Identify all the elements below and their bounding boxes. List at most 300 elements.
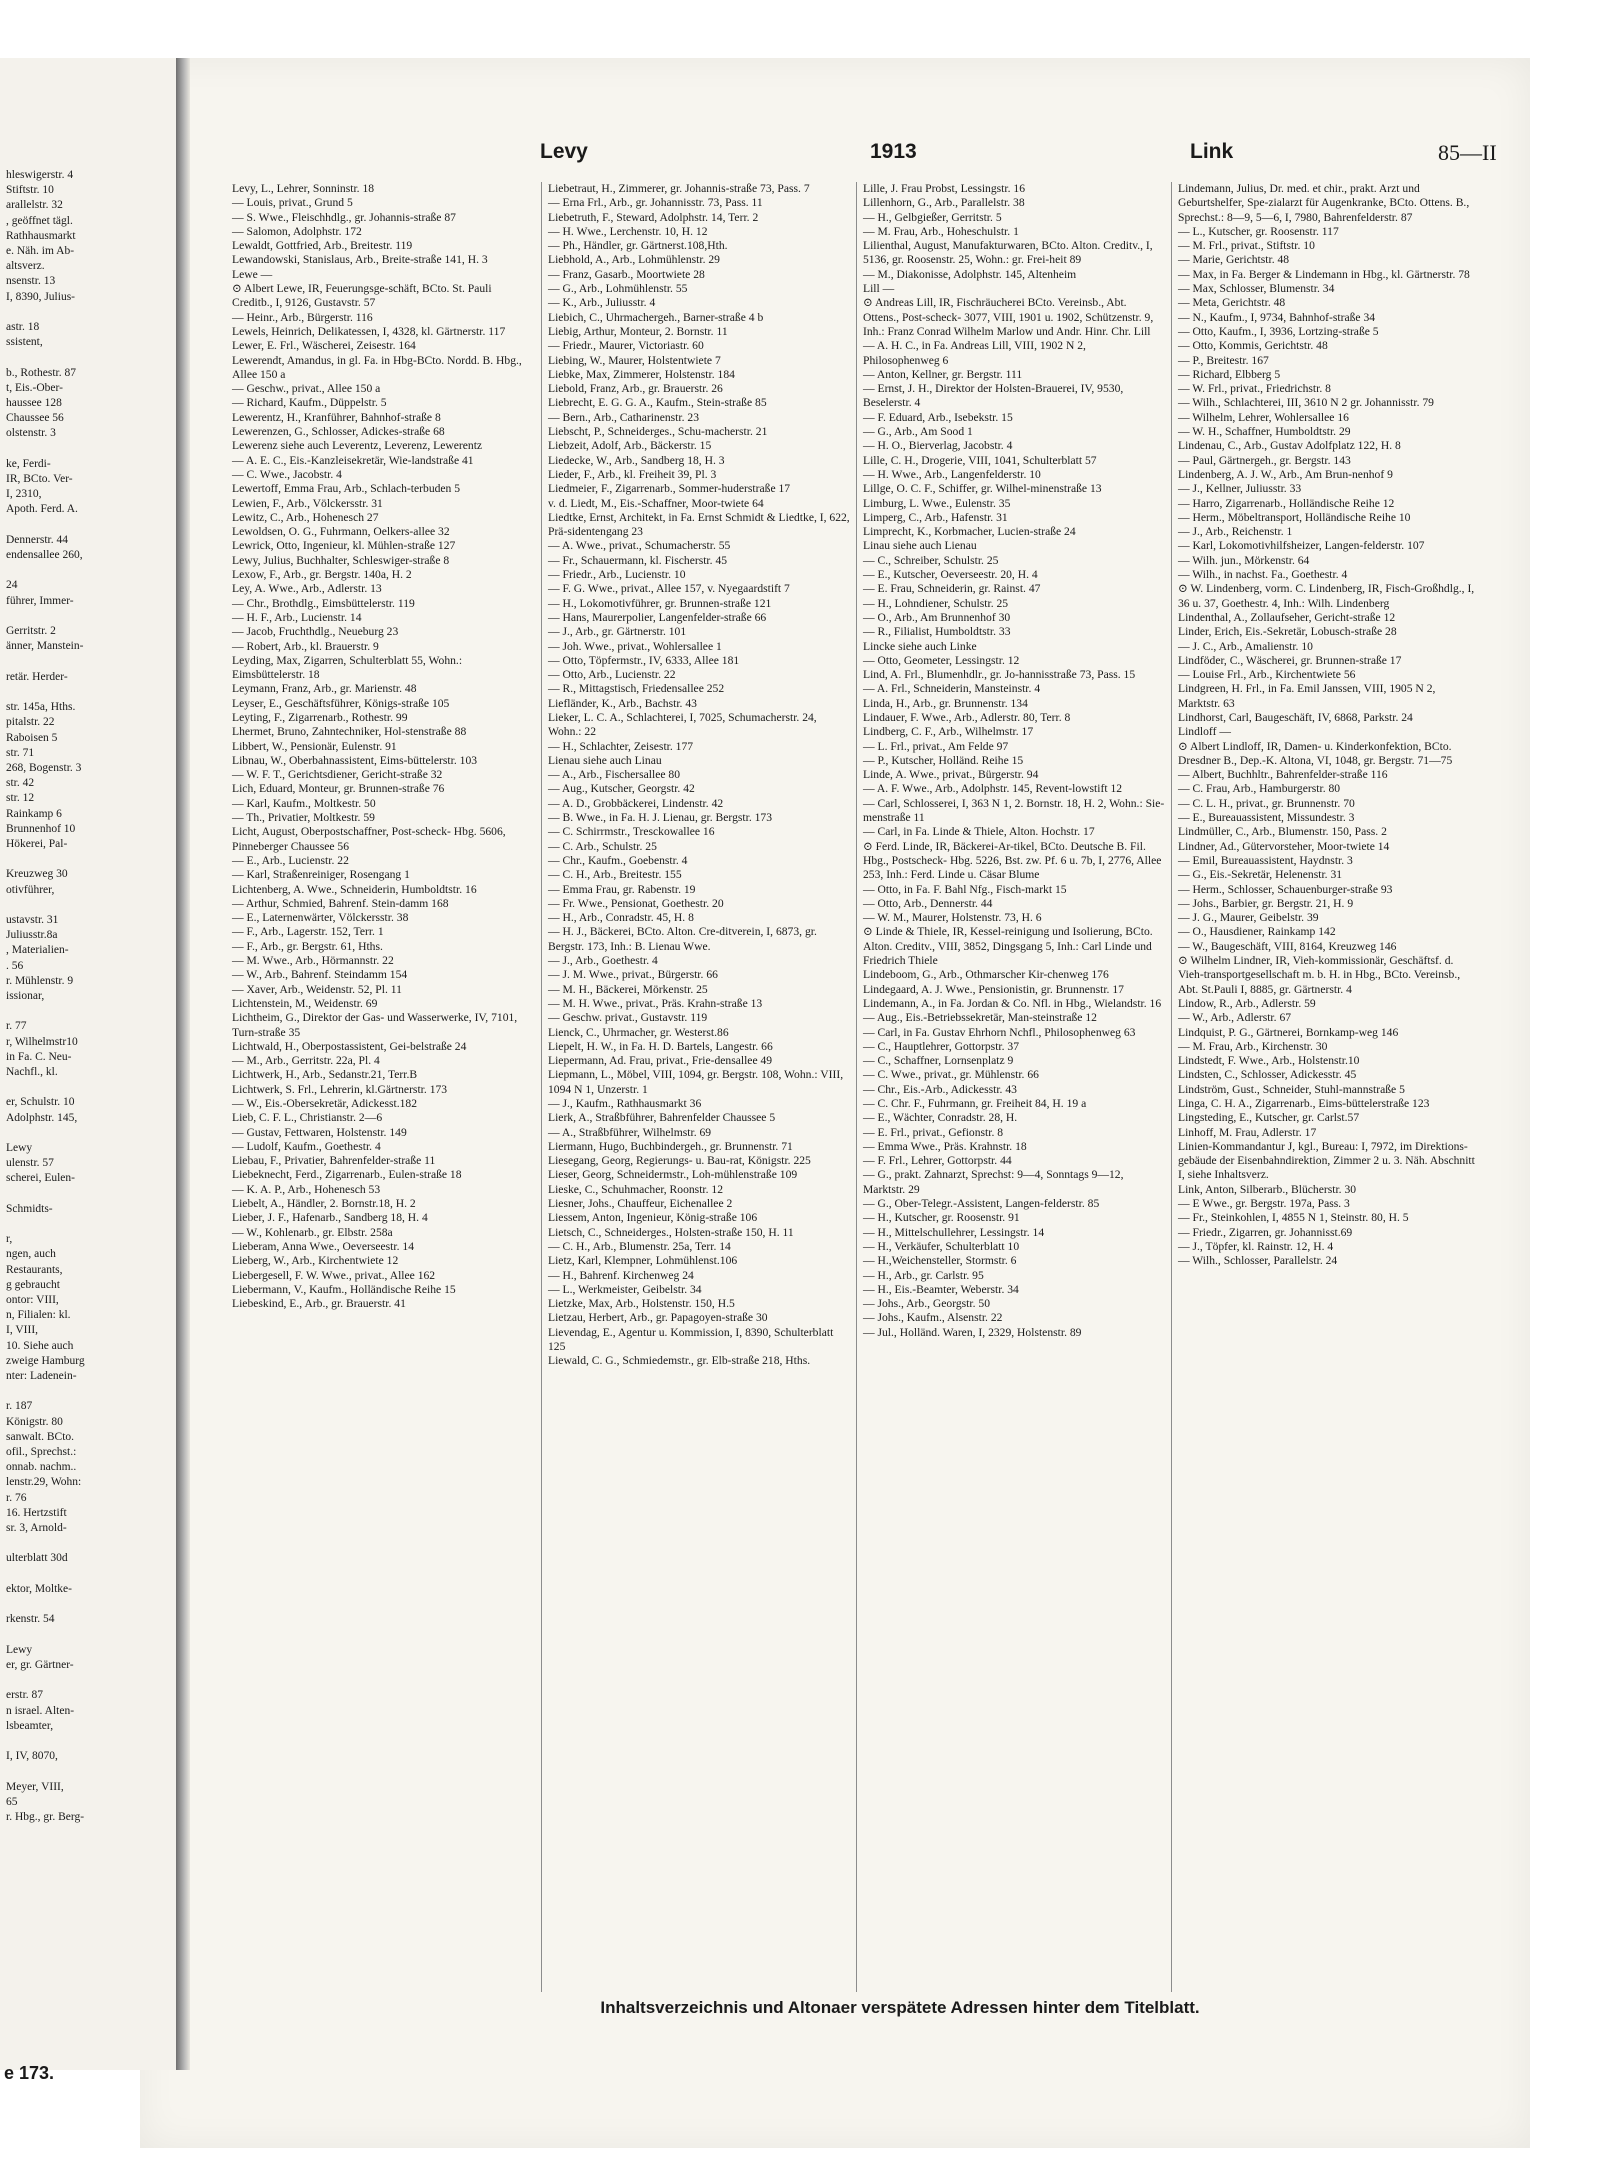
previous-page-line: Hökerei, Pal- bbox=[6, 837, 68, 850]
directory-entry: — Geschw. privat., Gustavstr. 119 bbox=[548, 1011, 708, 1025]
directory-entry: Leyting, F., Zigarrenarb., Rothestr. 99 bbox=[232, 710, 408, 724]
directory-entry: Lieb, C. F. L., Christianstr. 2—6 bbox=[232, 1111, 383, 1125]
previous-page-line: ustavstr. 31 bbox=[6, 913, 59, 926]
directory-entry: — K. A. P., Arb., Hohenesch 53 bbox=[232, 1182, 381, 1196]
previous-page-line: er, gr. Gärtner- bbox=[6, 1658, 74, 1671]
directory-entry: — E. Frau, Schneiderin, gr. Rainst. 47 bbox=[863, 582, 1041, 596]
directory-entry: — Aug., Eis.-Betriebssekretär, Man-steinstraße 12 bbox=[863, 1011, 1097, 1025]
directory-entry: — Erna Frl., Arb., gr. Johannisstr. 73, Pass. 11 bbox=[548, 196, 763, 210]
directory-entry: — O., Arb., Am Brunnenhof 30 bbox=[863, 610, 1011, 624]
previous-page-line bbox=[6, 1384, 172, 1399]
directory-entry: Lierk, A., Straßbführer, Bahrenfelder Chaussee 5 bbox=[548, 1111, 776, 1125]
previous-page-line: ulterblatt 30d bbox=[6, 1552, 68, 1565]
previous-page-line: Königstr. 80 bbox=[6, 1415, 63, 1428]
directory-entry: Lichtwerk, H., Arb., Sedanstr.21, Terr.B bbox=[232, 1068, 418, 1082]
directory-entry: — J., Kaufm., Rathhausmarkt 36 bbox=[548, 1097, 702, 1110]
directory-entry: — C. H., Arb., Breitestr. 155 bbox=[548, 868, 682, 882]
previous-page-line: r. Mühlenstr. 9 bbox=[6, 974, 74, 987]
previous-page-line: ngen, auch bbox=[6, 1248, 56, 1261]
directory-entry: Lichtwald, H., Oberpostassistent, Gei-belstraße 24 bbox=[232, 1039, 467, 1053]
directory-entry: — Paul, Gärtnergeh., gr. Bergstr. 143 bbox=[1178, 453, 1351, 467]
directory-entry: — Bern., Arb., Catharinenstr. 23 bbox=[548, 410, 700, 424]
directory-entry: — Th., Privatier, Moltkestr. 59 bbox=[232, 811, 375, 825]
previous-page-footer: e 173. bbox=[4, 2063, 55, 2083]
previous-page-line bbox=[6, 609, 172, 624]
directory-entry: — H. J., Bäckerei, BCto. Alton. Cre-ditverein, I, 6873, gr. Bergstr. 173, Inh.: B. Lienau Wwe. bbox=[548, 925, 817, 953]
page-number: 85—II bbox=[1438, 140, 1497, 165]
directory-entry: Liebrecht, E. G. G. A., Kaufm., Stein-straße 85 bbox=[548, 396, 767, 410]
directory-entry: — F., Arb., gr. Bergstr. 61, Hths. bbox=[232, 939, 383, 953]
directory-entry: ⊙ Ferd. Linde, IR, Bäckerei-Ar-tikel, BCto. Deutsche B. Fil. Hbg., Postscheck- Hbg. 5226, Bst. zw. Pf. 6 u. 7b, I, 2776, Allee 253, Inh.: Ferd. Linde u. Cäsar Blume bbox=[863, 839, 1162, 882]
directory-entry: — J. M. Wwe., privat., Bürgerstr. 66 bbox=[548, 968, 718, 982]
directory-entry: — Albert, Buchhltr., Bahrenfelder-straße 116 bbox=[1178, 768, 1388, 782]
previous-page-line bbox=[6, 1536, 172, 1551]
directory-entry: Limperg, C., Arb., Hafenstr. 31 bbox=[863, 510, 1008, 524]
previous-page-line: ke, Ferdi- bbox=[6, 457, 51, 470]
previous-page-line: endensallee 260, bbox=[6, 549, 83, 562]
directory-entry: Linau siehe auch Lienau bbox=[863, 539, 977, 553]
directory-entry: — E., Arb., Lucienstr. 22 bbox=[232, 853, 349, 867]
directory-entry: — A. D., Grobbäckerei, Lindenstr. 42 bbox=[548, 796, 724, 810]
directory-entry: — Fr., Schauermann, kl. Fischerstr. 45 bbox=[548, 553, 728, 567]
directory-column-2 bbox=[541, 182, 856, 1992]
previous-page-line: Dennerstr. 44 bbox=[6, 533, 68, 546]
directory-entry: — Emma Frau, gr. Rabenstr. 19 bbox=[548, 882, 696, 896]
directory-entry: — Emma Wwe., Präs. Krahnstr. 18 bbox=[863, 1139, 1027, 1153]
previous-page-line: ulenstr. 57 bbox=[6, 1157, 54, 1170]
directory-entry: Lich, Eduard, Monteur, gr. Brunnen-straße 76 bbox=[232, 782, 445, 796]
directory-entry: — C. L. H., privat., gr. Brunnenstr. 70 bbox=[1178, 796, 1355, 810]
previous-page-line: I, IV, 8070, bbox=[6, 1750, 58, 1763]
directory-entry: — A. H. C., in Fa. Andreas Lill, VIII, 1902 N 2, Philosophenweg 6 bbox=[863, 339, 1086, 367]
previous-page-line bbox=[6, 1126, 172, 1141]
directory-entry: — E Wwe., gr. Bergstr. 197a, Pass. 3 bbox=[1178, 1197, 1350, 1211]
previous-page-line: ontor: VIII, bbox=[6, 1294, 59, 1307]
directory-entry: Liepelt, H. W., in Fa. H. D. Bartels, Langestr. 66 bbox=[548, 1039, 773, 1053]
directory-entry: — M. Frau, Arb., Hoheschulstr. 1 bbox=[863, 224, 1019, 238]
directory-entry: — J., Arb., gr. Gärtnerstr. 101 bbox=[548, 625, 687, 639]
previous-page-line bbox=[6, 852, 172, 867]
previous-page-line: r. 76 bbox=[6, 1491, 27, 1504]
directory-entry: ⊙ Albert Lindloff, IR, Damen- u. Kinderkonfektion, BCto. Dresdner B., Dep.-K. Altona, VI, 1048, gr. Bergstr. 71—75 bbox=[1178, 739, 1453, 767]
directory-entry: Lindauer, F. Wwe., Arb., Adlerstr. 80, Terr. 8 bbox=[863, 710, 1071, 724]
directory-entry: — H., Gelbgießer, Gerritstr. 5 bbox=[863, 210, 1002, 224]
directory-entry: — C., Schreiber, Schulstr. 25 bbox=[863, 553, 999, 567]
previous-page-line: I, 8390, Julius- bbox=[6, 290, 75, 303]
previous-page-line: e. Näh. im Ab- bbox=[6, 245, 75, 258]
directory-entry: — Salomon, Adolphstr. 172 bbox=[232, 224, 362, 238]
directory-entry: Lewer, E. Frl., Wäscherei, Zeisestr. 164 bbox=[232, 339, 416, 353]
previous-page-line: Chaussee 56 bbox=[6, 412, 64, 425]
directory-entry: — P., Kutscher, Holländ. Reihe 15 bbox=[863, 753, 1024, 767]
directory-entry: Linien-Kommandantur J, kgl., Bureau: I, 7972, im Direktions-gebäude der Eisenbahndirektion, Zimmer 2 u. 3. Näh. Abschnitt I, siehe Inhaltsverz. bbox=[1178, 1139, 1475, 1182]
directory-entry: ⊙ Linde & Thiele, IR, Kessel-reinigung und Isolierung, BCto. Alton. Creditv., VIII, 3852, Dingsgang 5, Inh.: Carl Linde und Friedrich Thiele bbox=[863, 925, 1153, 968]
previous-page-line bbox=[6, 1628, 172, 1643]
directory-entry: Lewerentz, H., Kranführer, Bahnhof-straße 8 bbox=[232, 410, 441, 424]
directory-entry: — J. C., Arb., Amalienstr. 10 bbox=[1178, 639, 1313, 653]
directory-entry: — C. Schirrmstr., Tresckowallee 16 bbox=[548, 825, 715, 839]
directory-entry: Libnau, W., Oberbahnassistent, Eims-büttelerstr. 103 bbox=[232, 753, 478, 767]
directory-entry: — Karl, Kaufm., Moltkestr. 50 bbox=[232, 796, 376, 810]
previous-page-line: 24 bbox=[6, 579, 18, 592]
header-last-name: Link bbox=[1190, 140, 1234, 163]
previous-page-line: Stiftstr. 10 bbox=[6, 184, 54, 197]
directory-entry: — G., Ober-Telegr.-Assistent, Langen-felderstr. 85 bbox=[863, 1197, 1100, 1211]
directory-entry: — A. E. C., Eis.-Kanzleisekretär, Wie-landstraße 41 bbox=[232, 453, 474, 467]
directory-entry: — G., Eis.-Sekretär, Helenenstr. 31 bbox=[1178, 868, 1343, 882]
directory-entry: — H., Schlachter, Zeisestr. 177 bbox=[548, 739, 694, 753]
directory-entry: — Gustav, Fettwaren, Holstenstr. 149 bbox=[232, 1125, 407, 1139]
directory-entry: Lienck, C., Uhrmacher, gr. Westerst.86 bbox=[548, 1025, 729, 1039]
directory-entry: — Fr. Wwe., Pensionat, Goethestr. 20 bbox=[548, 896, 724, 910]
directory-entry: — M. Frau, Arb., Kirchenstr. 30 bbox=[1178, 1039, 1328, 1053]
directory-entry: Lewy, Julius, Buchhalter, Schleswiger-straße 8 bbox=[232, 553, 450, 567]
previous-page-line bbox=[6, 1004, 172, 1019]
directory-entry: Lindsten, C., Schlosser, Adickesstr. 45 bbox=[1178, 1068, 1357, 1082]
directory-entry: ⊙ Albert Lewe, IR, Feuerungsge-schäft, BCto. St. Pauli Creditb., I, 9126, Gustavstr. 57 bbox=[232, 282, 492, 310]
directory-entry: — Jul., Holländ. Waren, I, 2329, Holstenstr. 89 bbox=[863, 1325, 1082, 1339]
directory-entry: Lieber, J. F., Hafenarb., Sandberg 18, H. 4 bbox=[232, 1211, 428, 1225]
directory-entry: Lindgreen, H. Frl., in Fa. Emil Janssen, VIII, 1905 N 2, Marktstr. 63 bbox=[1178, 682, 1436, 710]
previous-page-line bbox=[6, 1673, 172, 1688]
directory-entry: Lindeboom, G., Arb., Othmarscher Kir-chenweg 176 bbox=[863, 968, 1109, 982]
previous-page-line: IR, BCto. Ver- bbox=[6, 473, 73, 486]
directory-entry: — C., Hauptlehrer, Gottorpstr. 37 bbox=[863, 1039, 1020, 1053]
directory-entry: — C. Frau, Arb., Hamburgerstr. 80 bbox=[1178, 782, 1341, 796]
previous-page-edge bbox=[0, 58, 186, 2083]
directory-entry: ⊙ Andreas Lill, IR, Fischräucherei BCto. Vereinsb., Abt. Ottens., Post-scheck- 3077, VIII, 1901 u. 1902, Schützenstr. 9, Inh.: Franz Conrad Wilhelm Marlow und Andr. Hinr. Chr. Lill bbox=[863, 296, 1154, 338]
directory-entry: — J. G., Maurer, Geibelstr. 39 bbox=[1178, 911, 1319, 925]
directory-entry: Lilienthal, August, Manufakturwaren, BCto. Alton. Creditv., I, 5136, gr. Roosenstr. 25, Wohn.: gr. Frei-heit 89 bbox=[863, 239, 1153, 267]
directory-entry: Linder, Erich, Eis.-Sekretär, Lobusch-straße 28 bbox=[1178, 625, 1397, 639]
directory-entry: — H., Kutscher, gr. Roosenstr. 91 bbox=[863, 1211, 1020, 1225]
directory-entry: Lindmüller, C., Arb., Blumenstr. 150, Pass. 2 bbox=[1178, 825, 1387, 839]
previous-page-line: g gebraucht bbox=[6, 1278, 60, 1291]
directory-entry: Lindemann, A., in Fa. Jordan & Co. Nfl. in Hbg., Wielandstr. 16 bbox=[863, 996, 1162, 1010]
previous-page-line: r, Wilhelmstr10 bbox=[6, 1035, 78, 1048]
directory-entry: Liebhold, A., Arb., Lohmühlenstr. 29 bbox=[548, 253, 720, 267]
directory-entry: — E., Kutscher, Oeverseestr. 20, H. 4 bbox=[863, 568, 1038, 582]
directory-entry: Liedtke, Ernst, Architekt, in Fa. Ernst Schmidt & Liedtke, I, 622, Prä-sidentengang 23 bbox=[548, 510, 850, 539]
previous-page-line: rkenstr. 54 bbox=[6, 1613, 55, 1626]
directory-entry: — Otto, Kommis, Gerichtstr. 48 bbox=[1178, 339, 1328, 353]
directory-entry: — Wilh., Schlosser, Parallelstr. 24 bbox=[1178, 1254, 1338, 1268]
previous-page-line: n, Filialen: kl. bbox=[6, 1309, 71, 1322]
directory-entry: Liebetruth, F., Steward, Adolphstr. 14, Terr. 2 bbox=[548, 210, 759, 224]
previous-page-line: Raboisen 5 bbox=[6, 731, 58, 744]
previous-page-line: erstr. 87 bbox=[6, 1689, 44, 1702]
directory-entry: — Carl, Schlosserei, I, 363 N 1, 2. Bornstr. 18, H. 2, Wohn.: Sie-menstraße 11 bbox=[863, 796, 1165, 825]
previous-page-line: Rainkamp 6 bbox=[6, 807, 62, 820]
directory-entry: Lieser, Georg, Schneidermstr., Loh-mühlenstraße 109 bbox=[548, 1168, 798, 1182]
directory-entry: Lindquist, P. G., Gärtnerei, Bornkamp-weg 146 bbox=[1178, 1025, 1399, 1039]
directory-entry: Liesegang, Georg, Regierungs- u. Bau-rat, Königstr. 225 bbox=[548, 1154, 811, 1168]
directory-entry: — W., Arb., Adlerstr. 67 bbox=[1178, 1011, 1292, 1025]
directory-entry: Lieder, F., Arb., kl. Freiheit 39, Pl. 3 bbox=[548, 467, 717, 481]
previous-page-line: , Materialien- bbox=[6, 944, 69, 957]
directory-entry: Lieske, C., Schuhmacher, Roonstr. 12 bbox=[548, 1182, 724, 1196]
directory-entry: Linhoff, M. Frau, Adlerstr. 17 bbox=[1178, 1125, 1317, 1139]
directory-entry: — H., Bahrenf. Kirchenweg 24 bbox=[548, 1268, 694, 1282]
directory-entry: Levy, L., Lehrer, Sonninstr. 18 bbox=[232, 182, 375, 195]
directory-entry: — K., Arb., Juliusstr. 4 bbox=[548, 296, 656, 310]
directory-entry: — J., Töpfer, kl. Rainstr. 12, H. 4 bbox=[1178, 1239, 1334, 1253]
directory-entry: — W., Kohlenarb., gr. Elbstr. 258a bbox=[232, 1225, 393, 1239]
previous-page-line: str. 42 bbox=[6, 777, 35, 790]
directory-entry: Liebeknecht, Ferd., Zigarrenarb., Eulen-straße 18 bbox=[232, 1168, 462, 1182]
directory-entry: — F. Eduard, Arb., Isebekstr. 15 bbox=[863, 410, 1013, 424]
directory-entry: Lewaldt, Gottfried, Arb., Breitestr. 119 bbox=[232, 239, 413, 253]
directory-entry: — Chr., Brothdlg., Eimsbüttelerstr. 119 bbox=[232, 596, 415, 610]
directory-entry: Lexow, F., Arb., gr. Bergstr. 140a, H. 2 bbox=[232, 568, 412, 582]
directory-entry: — L., Kutscher, gr. Roosenstr. 117 bbox=[1178, 224, 1339, 238]
directory-entry: — Ernst, J. H., Direktor der Holsten-Brauerei, IV, 9530, Beselerstr. 4 bbox=[863, 382, 1124, 410]
directory-entry: — W., Baugeschäft, VIII, 8164, Kreuzweg 146 bbox=[1178, 939, 1397, 953]
directory-entry: Liermann, Hugo, Buchbindergeh., gr. Brunnenstr. 71 bbox=[548, 1139, 793, 1153]
directory-entry: Lillenhorn, G., Arb., Parallelstr. 38 bbox=[863, 196, 1025, 210]
directory-entry: Liessem, Anton, Ingenieur, König-straße 106 bbox=[548, 1211, 758, 1225]
directory-entry: Lindenthal, A., Zollaufseher, Gericht-straße 12 bbox=[1178, 610, 1396, 624]
directory-entry: — Wilh., Schlachterei, III, 3610 N 2 gr. Johannisstr. 79 bbox=[1178, 396, 1434, 410]
directory-entry: — Johs., Arb., Georgstr. 50 bbox=[863, 1297, 990, 1311]
directory-entry: Liebing, W., Maurer, Holstentwiete 7 bbox=[548, 353, 721, 367]
directory-entry: Liebich, C., Uhrmachergeh., Barner-straße 4 b bbox=[548, 310, 764, 324]
directory-entry: — M. Wwe., Arb., Hörmannstr. 22 bbox=[232, 954, 394, 968]
directory-entry: Lichtheim, G., Direktor der Gas- und Wasserwerke, IV, 7101, Turn-straße 35 bbox=[232, 1011, 518, 1039]
previous-page-line: . 56 bbox=[6, 959, 24, 972]
directory-entry: — W. H., Schaffner, Humboldtstr. 29 bbox=[1178, 425, 1351, 439]
directory-entry: — Wilhelm, Lehrer, Wohlersallee 16 bbox=[1178, 410, 1349, 424]
previous-page-line: 16. Hertzstift bbox=[6, 1506, 67, 1519]
directory-entry: Lindföder, C., Wäscherei, gr. Brunnen-straße 17 bbox=[1178, 653, 1402, 667]
book-gutter bbox=[176, 58, 190, 2070]
previous-page-line: Gerritstr. 2 bbox=[6, 625, 56, 638]
previous-page-line: I, 2310, bbox=[6, 488, 42, 501]
directory-entry: — Max, Schlosser, Blumenstr. 34 bbox=[1178, 282, 1335, 296]
previous-page-line: ssistent, bbox=[6, 336, 43, 349]
directory-entry: — Otto, Töpfermstr., IV, 6333, Allee 181 bbox=[548, 653, 740, 667]
directory-entry: — Heinr., Arb., Bürgerstr. 116 bbox=[232, 310, 373, 324]
previous-page-line: Brunnenhof 10 bbox=[6, 822, 76, 835]
directory-entry: Liedmeier, F., Zigarrenarb., Sommer-huderstraße 17 bbox=[548, 482, 791, 496]
previous-page-line: r. Hbg., gr. Berg- bbox=[6, 1810, 85, 1823]
directory-entry: — E., Laternenwärter, Völckersstr. 38 bbox=[232, 911, 409, 925]
previous-page-line: issionar, bbox=[6, 989, 45, 1002]
directory-entry: Lindow, R., Arb., Adlerstr. 59 bbox=[1178, 996, 1316, 1010]
directory-column-4 bbox=[1171, 182, 1486, 1992]
directory-entry: Linda, H., Arb., gr. Brunnenstr. 134 bbox=[863, 696, 1028, 710]
directory-entry: Lindhorst, Carl, Baugeschäft, IV, 6868, Parkstr. 24 bbox=[1178, 710, 1413, 724]
directory-entry: Lievendag, E., Agentur u. Kommission, I, 8390, Schulterblatt 125 bbox=[548, 1325, 834, 1354]
directory-entry: — Aug., Kutscher, Georgstr. 42 bbox=[548, 782, 695, 796]
directory-entry: — Friedr., Zigarren, gr. Johannisst.69 bbox=[1178, 1225, 1353, 1239]
directory-entry: Liepmann, L., Möbel, VIII, 1094, gr. Bergstr. 108, Wohn.: VIII, 1094 N 1, Unzerstr. 1 bbox=[548, 1068, 844, 1096]
directory-entry: v. d. Liedt, M., Eis.-Schaffner, Moor-twiete 64 bbox=[548, 496, 764, 510]
directory-entry: Liebermann, V., Kaufm., Holländische Reihe 15 bbox=[232, 1282, 456, 1296]
previous-page-line: hleswigerstr. 4 bbox=[6, 169, 74, 181]
directory-entry: Lewerendt, Amandus, in gl. Fa. in Hbg-BCto. Nordd. B. Hbg., Allee 150 a bbox=[232, 353, 522, 381]
page-header bbox=[540, 140, 1520, 170]
directory-entry: Lieberam, Anna Wwe., Oeverseestr. 14 bbox=[232, 1239, 415, 1253]
previous-page-column bbox=[0, 58, 176, 1825]
previous-page-line: lenstr.29, Wohn: bbox=[6, 1476, 82, 1489]
previous-page-line: Juliusstr.8a bbox=[6, 929, 58, 942]
directory-entry: — Geschw., privat., Allee 150 a bbox=[232, 382, 381, 396]
directory-entry: Lindstedt, F. Wwe., Arb., Holstenstr.10 bbox=[1178, 1054, 1360, 1068]
directory-entry: Lietz, Karl, Klempner, Lohmühlenst.106 bbox=[548, 1254, 738, 1268]
directory-entry: Lille, C. H., Drogerie, VIII, 1041, Schulterblatt 57 bbox=[863, 453, 1097, 467]
directory-entry: — A., Straßbführer, Wilhelmstr. 69 bbox=[548, 1125, 712, 1139]
directory-entry: Lietzau, Herbert, Arb., gr. Papagoyen-straße 30 bbox=[548, 1311, 768, 1325]
directory-entry: — S. Wwe., Fleischhdlg., gr. Johannis-straße 87 bbox=[232, 210, 456, 224]
directory-entry: Linga, C. H. A., Zigarrenarb., Eims-büttelerstraße 123 bbox=[1178, 1097, 1430, 1110]
directory-entry: ⊙ Wilhelm Lindner, IR, Vieh-kommissionär, Geschäftsf. d. Vieh-transportgesellschaft m. b. H. in Hbg., BCto. Vereinsb., Abt. St.Pauli I, 8885, gr. Gärtnerstr. 4 bbox=[1178, 954, 1461, 996]
directory-entry: Lindenau, C., Arb., Gustav Adolfplatz 122, H. 8 bbox=[1178, 439, 1401, 453]
directory-entry: — W., Eis.-Obersekretär, Adickesst.182 bbox=[232, 1097, 418, 1110]
directory-entry: — E., Wächter, Conradstr. 28, H. bbox=[863, 1111, 1018, 1125]
directory-entry: — Friedr., Arb., Lucienstr. 10 bbox=[548, 568, 686, 582]
directory-entry: — N., Kaufm., I, 9734, Bahnhof-straße 34 bbox=[1178, 310, 1376, 324]
directory-entry: Linde, A. Wwe., privat., Bürgerstr. 94 bbox=[863, 768, 1039, 782]
directory-entry: — Franz, Gasarb., Moortwiete 28 bbox=[548, 267, 705, 281]
directory-columns bbox=[226, 182, 1516, 1992]
directory-entry: Lindström, Gust., Schneider, Stuhl-mannstraße 5 bbox=[1178, 1082, 1405, 1096]
directory-entry: Lhermet, Bruno, Zahntechniker, Hol-stenstraße 88 bbox=[232, 725, 467, 739]
directory-entry: — M., Arb., Gerritstr. 22a, Pl. 4 bbox=[232, 1054, 380, 1068]
previous-page-line: Kreuzweg 30 bbox=[6, 868, 68, 881]
previous-page-line: otivführer, bbox=[6, 883, 55, 896]
previous-page-line: astr. 18 bbox=[6, 321, 40, 334]
directory-entry: — Wilh. jun., Mörkenstr. 64 bbox=[1178, 553, 1310, 567]
directory-entry: Lingsteding, E., Kutscher, gr. Carlst.57 bbox=[1178, 1111, 1360, 1125]
directory-entry: — Hans, Maurerpolier, Langenfelder-straße 66 bbox=[548, 610, 767, 624]
previous-page-line: Schmidts- bbox=[6, 1202, 53, 1215]
previous-page-line: Restaurants, bbox=[6, 1263, 63, 1276]
directory-entry: Lewrick, Otto, Ingenieur, kl. Mühlen-straße 127 bbox=[232, 539, 456, 553]
directory-entry: Lieberg, W., Arb., Kirchentwiete 12 bbox=[232, 1254, 399, 1268]
directory-entry: — Max, in Fa. Berger & Lindemann in Hbg., kl. Gärtnerstr. 78 bbox=[1178, 267, 1470, 281]
directory-entry: Lindloff — bbox=[1178, 725, 1231, 739]
previous-page-line: 268, Bogenstr. 3 bbox=[6, 761, 82, 774]
directory-entry: — H., Mittelschullehrer, Lessingstr. 14 bbox=[863, 1225, 1045, 1239]
directory-entry: — Emil, Bureauassistent, Haydnstr. 3 bbox=[1178, 853, 1353, 867]
previous-page-line: er, Schulstr. 10 bbox=[6, 1096, 75, 1109]
directory-entry: Liebold, Franz, Arb., gr. Brauerstr. 26 bbox=[548, 382, 723, 396]
directory-entry: — Chr., Kaufm., Goebenstr. 4 bbox=[548, 853, 688, 867]
directory-entry: — Otto, Kaufm., I, 3936, Lortzing-straße 5 bbox=[1178, 324, 1379, 338]
directory-entry: — M., Diakonisse, Adolphstr. 145, Altenheim bbox=[863, 267, 1077, 281]
directory-entry: Lewe — bbox=[232, 267, 273, 281]
previous-page-line bbox=[6, 1187, 172, 1202]
directory-entry: — Johs., Barbier, gr. Bergstr. 21, H. 9 bbox=[1178, 896, 1354, 910]
directory-entry: — Robert, Arb., kl. Brauerstr. 9 bbox=[232, 639, 379, 653]
directory-entry: — W. F. T., Gerichtsdiener, Gericht-straße 32 bbox=[232, 768, 443, 782]
previous-page-line bbox=[6, 442, 172, 457]
directory-entry: — H., Lokomotivführer, gr. Brunnen-straße 121 bbox=[548, 596, 772, 610]
directory-entry: — Chr., Eis.-Arb., Adickesstr. 43 bbox=[863, 1082, 1017, 1096]
directory-entry: — Marie, Gerichtstr. 48 bbox=[1178, 253, 1290, 267]
directory-entry: Liebergesell, F. W. Wwe., privat., Allee 162 bbox=[232, 1268, 436, 1282]
directory-entry: — Richard, Elbberg 5 bbox=[1178, 367, 1281, 381]
directory-entry: Lewitz, C., Arb., Hohenesch 27 bbox=[232, 510, 379, 524]
previous-page-line: sr. 3, Arnold- bbox=[6, 1522, 67, 1535]
directory-entry: — Fr., Steinkohlen, I, 4855 N 1, Steinstr. 80, H. 5 bbox=[1178, 1211, 1409, 1225]
previous-page-line: zweige Hamburg bbox=[6, 1354, 85, 1367]
directory-entry: Liebelt, A., Händler, 2. Bornstr.18, H. 2 bbox=[232, 1197, 416, 1211]
previous-page-line bbox=[6, 305, 172, 320]
previous-page-line: änner, Manstein- bbox=[6, 640, 84, 653]
directory-entry: Leyding, Max, Zigarren, Schulterblatt 55, Wohn.: Eimsbüttelerstr. 18 bbox=[232, 653, 463, 682]
directory-entry: — C. Chr. F., Fuhrmann, gr. Freiheit 84, H. 19 a bbox=[863, 1097, 1087, 1110]
directory-entry: Lindner, Ad., Gütervorsteher, Moor-twiete 14 bbox=[1178, 839, 1390, 853]
directory-entry: — Louise Frl., Arb., Kirchentwiete 56 bbox=[1178, 668, 1356, 682]
directory-entry: Lichtenstein, M., Weidenstr. 69 bbox=[232, 996, 378, 1010]
directory-entry: — Louis, privat., Grund 5 bbox=[232, 196, 353, 210]
directory-entry: — A. F. Wwe., Arb., Adolphstr. 145, Revent-lowstift 12 bbox=[863, 782, 1123, 796]
directory-entry: — C. Wwe., privat., gr. Mühlenstr. 66 bbox=[863, 1068, 1039, 1082]
directory-entry: — H., Lohndiener, Schulstr. 25 bbox=[863, 596, 1009, 610]
directory-entry: Lichtenberg, A. Wwe., Schneiderin, Humboldtstr. 16 bbox=[232, 882, 477, 896]
directory-entry: — Harro, Zigarrenarb., Holländische Reihe 12 bbox=[1178, 496, 1395, 510]
directory-entry: — B. Wwe., in Fa. H. J. Lienau, gr. Bergstr. 173 bbox=[548, 811, 773, 825]
directory-entry: Liebig, Arthur, Monteur, 2. Bornstr. 11 bbox=[548, 324, 728, 338]
previous-page-line: ofil., Sprechst.: bbox=[6, 1446, 77, 1459]
directory-entry: — R., Mittagstisch, Friedensallee 252 bbox=[548, 682, 725, 696]
directory-entry: Leymann, Franz, Arb., gr. Marienstr. 48 bbox=[232, 682, 417, 696]
directory-entry: — J., Arb., Reichenstr. 1 bbox=[1178, 525, 1293, 539]
directory-entry: Lewels, Heinrich, Delikatessen, I, 4328, kl. Gärtnerstr. 117 bbox=[232, 324, 506, 338]
directory-entry: — Johs., Kaufm., Alsenstr. 22 bbox=[863, 1311, 1003, 1325]
directory-entry: — Ph., Händler, gr. Gärtnerst.108,Hth. bbox=[548, 239, 728, 253]
directory-entry: — F. G. Wwe., privat., Allee 157, v. Nyegaardstift 7 bbox=[548, 582, 790, 596]
directory-entry: Limburg, L. Wwe., Eulenstr. 35 bbox=[863, 496, 1011, 510]
directory-entry: Lindemann, Julius, Dr. med. et chir., prakt. Arzt und Geburtshelfer, Spe-zialarzt für Augenkranke, BCto. Ottens. B., Sprechst.: 8—9, 5—6, I, 7980, Bahrenfelderstr. 87 bbox=[1178, 182, 1470, 224]
directory-entry: Lewertoff, Emma Frau, Arb., Schlach-terbuden 5 bbox=[232, 482, 461, 496]
directory-entry: — H., Eis.-Beamter, Weberstr. 34 bbox=[863, 1282, 1019, 1296]
directory-entry: — A. Frl., Schneiderin, Mansteinstr. 4 bbox=[863, 682, 1041, 696]
directory-entry: Liedecke, W., Arb., Sandberg 18, H. 3 bbox=[548, 453, 725, 467]
previous-page-line: nsenstr. 13 bbox=[6, 275, 56, 288]
previous-page-line: t, Eis.-Ober- bbox=[6, 381, 63, 394]
previous-page-line bbox=[6, 1567, 172, 1582]
directory-entry: — Karl, Straßenreiniger, Rosengang 1 bbox=[232, 868, 410, 882]
directory-entry: — H. O., Bierverlag, Jacobstr. 4 bbox=[863, 439, 1013, 453]
previous-page-line: Apoth. Ferd. A. bbox=[6, 503, 78, 516]
directory-entry: Liebscht, P., Schneiderges., Schu-macherstr. 21 bbox=[548, 425, 768, 439]
directory-entry: Lewien, F., Arb., Völckersstr. 31 bbox=[232, 496, 383, 510]
directory-entry: — W. M., Maurer, Holstenstr. 73, H. 6 bbox=[863, 911, 1042, 925]
previous-page-line: scherei, Eulen- bbox=[6, 1172, 75, 1185]
directory-entry: Lewandowski, Stanislaus, Arb., Breite-straße 141, H. 3 bbox=[232, 253, 488, 267]
directory-entry: — G., prakt. Zahnarzt, Sprechst: 9—4, Sonntags 9—12, Marktstr. 29 bbox=[863, 1168, 1124, 1196]
directory-entry: — Otto, Arb., Dennerstr. 44 bbox=[863, 896, 993, 910]
directory-entry: — M. Frl., privat., Stiftstr. 10 bbox=[1178, 239, 1315, 253]
directory-entry: — G., Arb., Lohmühlenstr. 55 bbox=[548, 282, 688, 296]
directory-entry: — H. Wwe., Arb., Langenfelderstr. 10 bbox=[863, 467, 1041, 481]
previous-page-line: lsbeamter, bbox=[6, 1719, 54, 1732]
directory-entry: Lindegaard, A. J. Wwe., Pensionistin, gr. Brunnenstr. 17 bbox=[863, 982, 1124, 996]
directory-entry: — Ludolf, Kaufm., Goethestr. 4 bbox=[232, 1139, 381, 1153]
directory-entry: — Herm., Möbeltransport, Holländische Reihe 10 bbox=[1178, 510, 1411, 524]
previous-page-line bbox=[6, 1734, 172, 1749]
directory-entry: — A., Arb., Fischersallee 80 bbox=[548, 768, 681, 782]
directory-entry: Lietsch, C., Schneiderges., Holsten-straße 150, H. 11 bbox=[548, 1225, 794, 1239]
previous-page-line: ektor, Moltke- bbox=[6, 1582, 72, 1595]
directory-entry: Liesner, Johs., Chauffeur, Eichenallee 2 bbox=[548, 1197, 733, 1211]
directory-entry: — Joh. Wwe., privat., Wohlersallee 1 bbox=[548, 639, 722, 653]
directory-entry: — Wilh., in nachst. Fa., Goethestr. 4 bbox=[1178, 568, 1348, 582]
previous-page-line: in Fa. C. Neu- bbox=[6, 1050, 72, 1063]
